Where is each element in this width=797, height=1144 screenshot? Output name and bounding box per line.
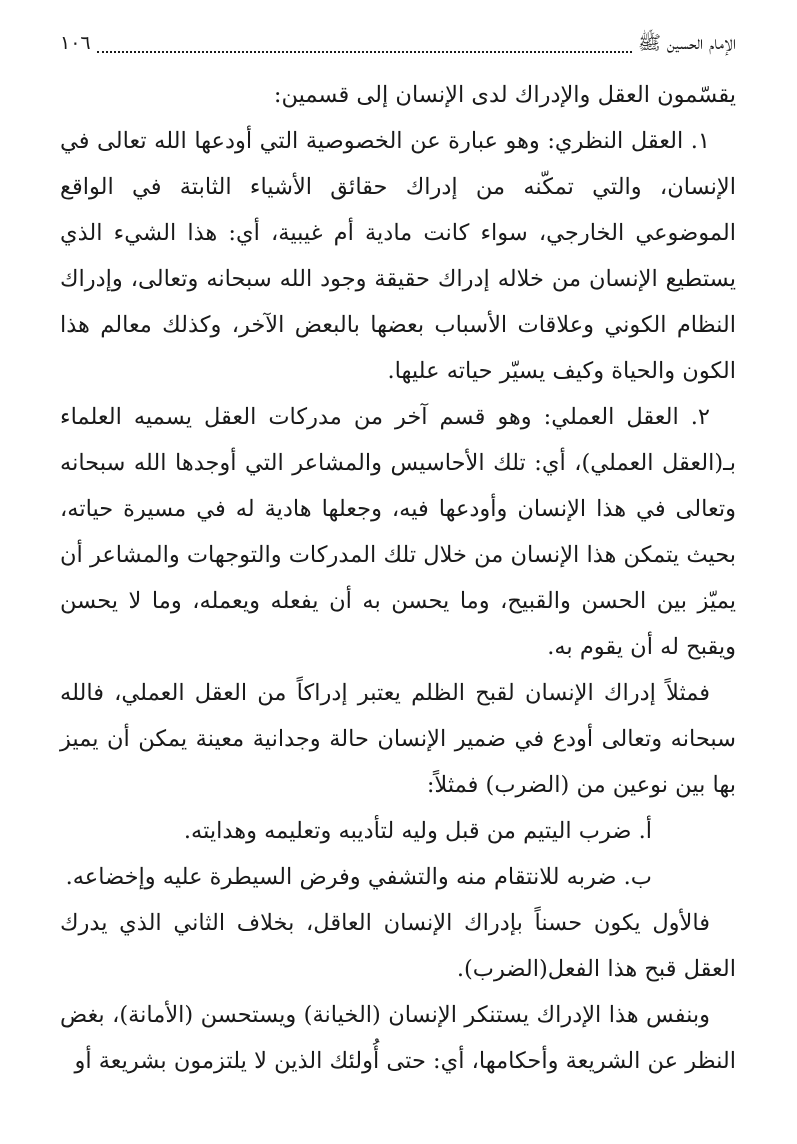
page-number: ١٠٦ <box>60 32 91 54</box>
paragraph-theoretical-mind: ١. العقل النظري: وهو عبارة عن الخصوصية التي أودعها الله تعالى في الإنسان، والتي تمكّنه من إدراك حقائق الأشياء الثابتة في الواقع الموضوعي الخارجي، سواء كانت مادية أم غيبية، أي: هذا الشيء الذي يستطيع الإنسان من خلاله إدراك حقيقة وجود الله سبحانه وتعالى، وإدراك النظام الكوني وعلاقات الأسباب بعضها بالبعض الآخر، وكذلك معالم هذا الكون والحياة وكيف يسيّر حياته عليها. <box>60 128 736 384</box>
running-header <box>60 28 736 58</box>
paragraph-practical-mind: ٢. العقل العملي: وهو قسم آخر من مدركات العقل يسميه العلماء بـ(العقل العملي)، أي: تلك الأحاسيس والمشاعر التي أوجدها الله سبحانه وتعالى في هذا الإنسان وأودعها فيه، وجعلها هادية له في مسيرة حياته، بحيث يتمكن هذا الإنسان من خلال تلك المدركات والتوجهات والمشاعر أن يميّز بين الحسن والقبيح، وما يحسن به أن يفعله ويعمله، وما لا يحسن ويقبح له أن يقوم به. <box>60 404 736 660</box>
paragraph-example: فمثلاً إدراك الإنسان لقبح الظلم يعتبر إدراكاً من العقل العملي، فالله سبحانه وتعالى أودع في ضمير الإنسان حالة وجدانية معينة يمكن أن يميز بها بين نوعين من (الضرب) فمثلاً: <box>60 680 736 798</box>
list-item-a: أ. ضرب اليتيم من قبل وليه لتأديبه وتعليمه وهدايته. <box>183 818 652 844</box>
list-item-b: ب. ضربه للانتقام منه والتشفي وفرض السيطرة عليه وإخضاعه. <box>65 864 652 890</box>
paragraph-continuation: وبنفس هذا الإدراك يستنكر الإنسان (الخيانة) ويستحسن (الأمانة)، بغض النظر عن الشريعة وأحكامها، أي: حتى أُولئك الذين لا يلتزمون بشريعة أو <box>60 1002 736 1074</box>
book-title: الإمام الحسين ﷺ <box>637 32 736 54</box>
paragraph-conclusion: فالأول يكون حسناً بإدراك الإنسان العاقل، بخلاف الثاني الذي يدرك العقل قبح هذا الفعل(الضرب). <box>60 910 736 982</box>
page-body <box>60 72 736 1084</box>
book-page <box>60 28 736 1084</box>
header-dot-leader <box>97 41 632 53</box>
paragraph-intro: يقسّمون العقل والإدراك لدى الإنسان إلى قسمين: <box>273 82 736 108</box>
